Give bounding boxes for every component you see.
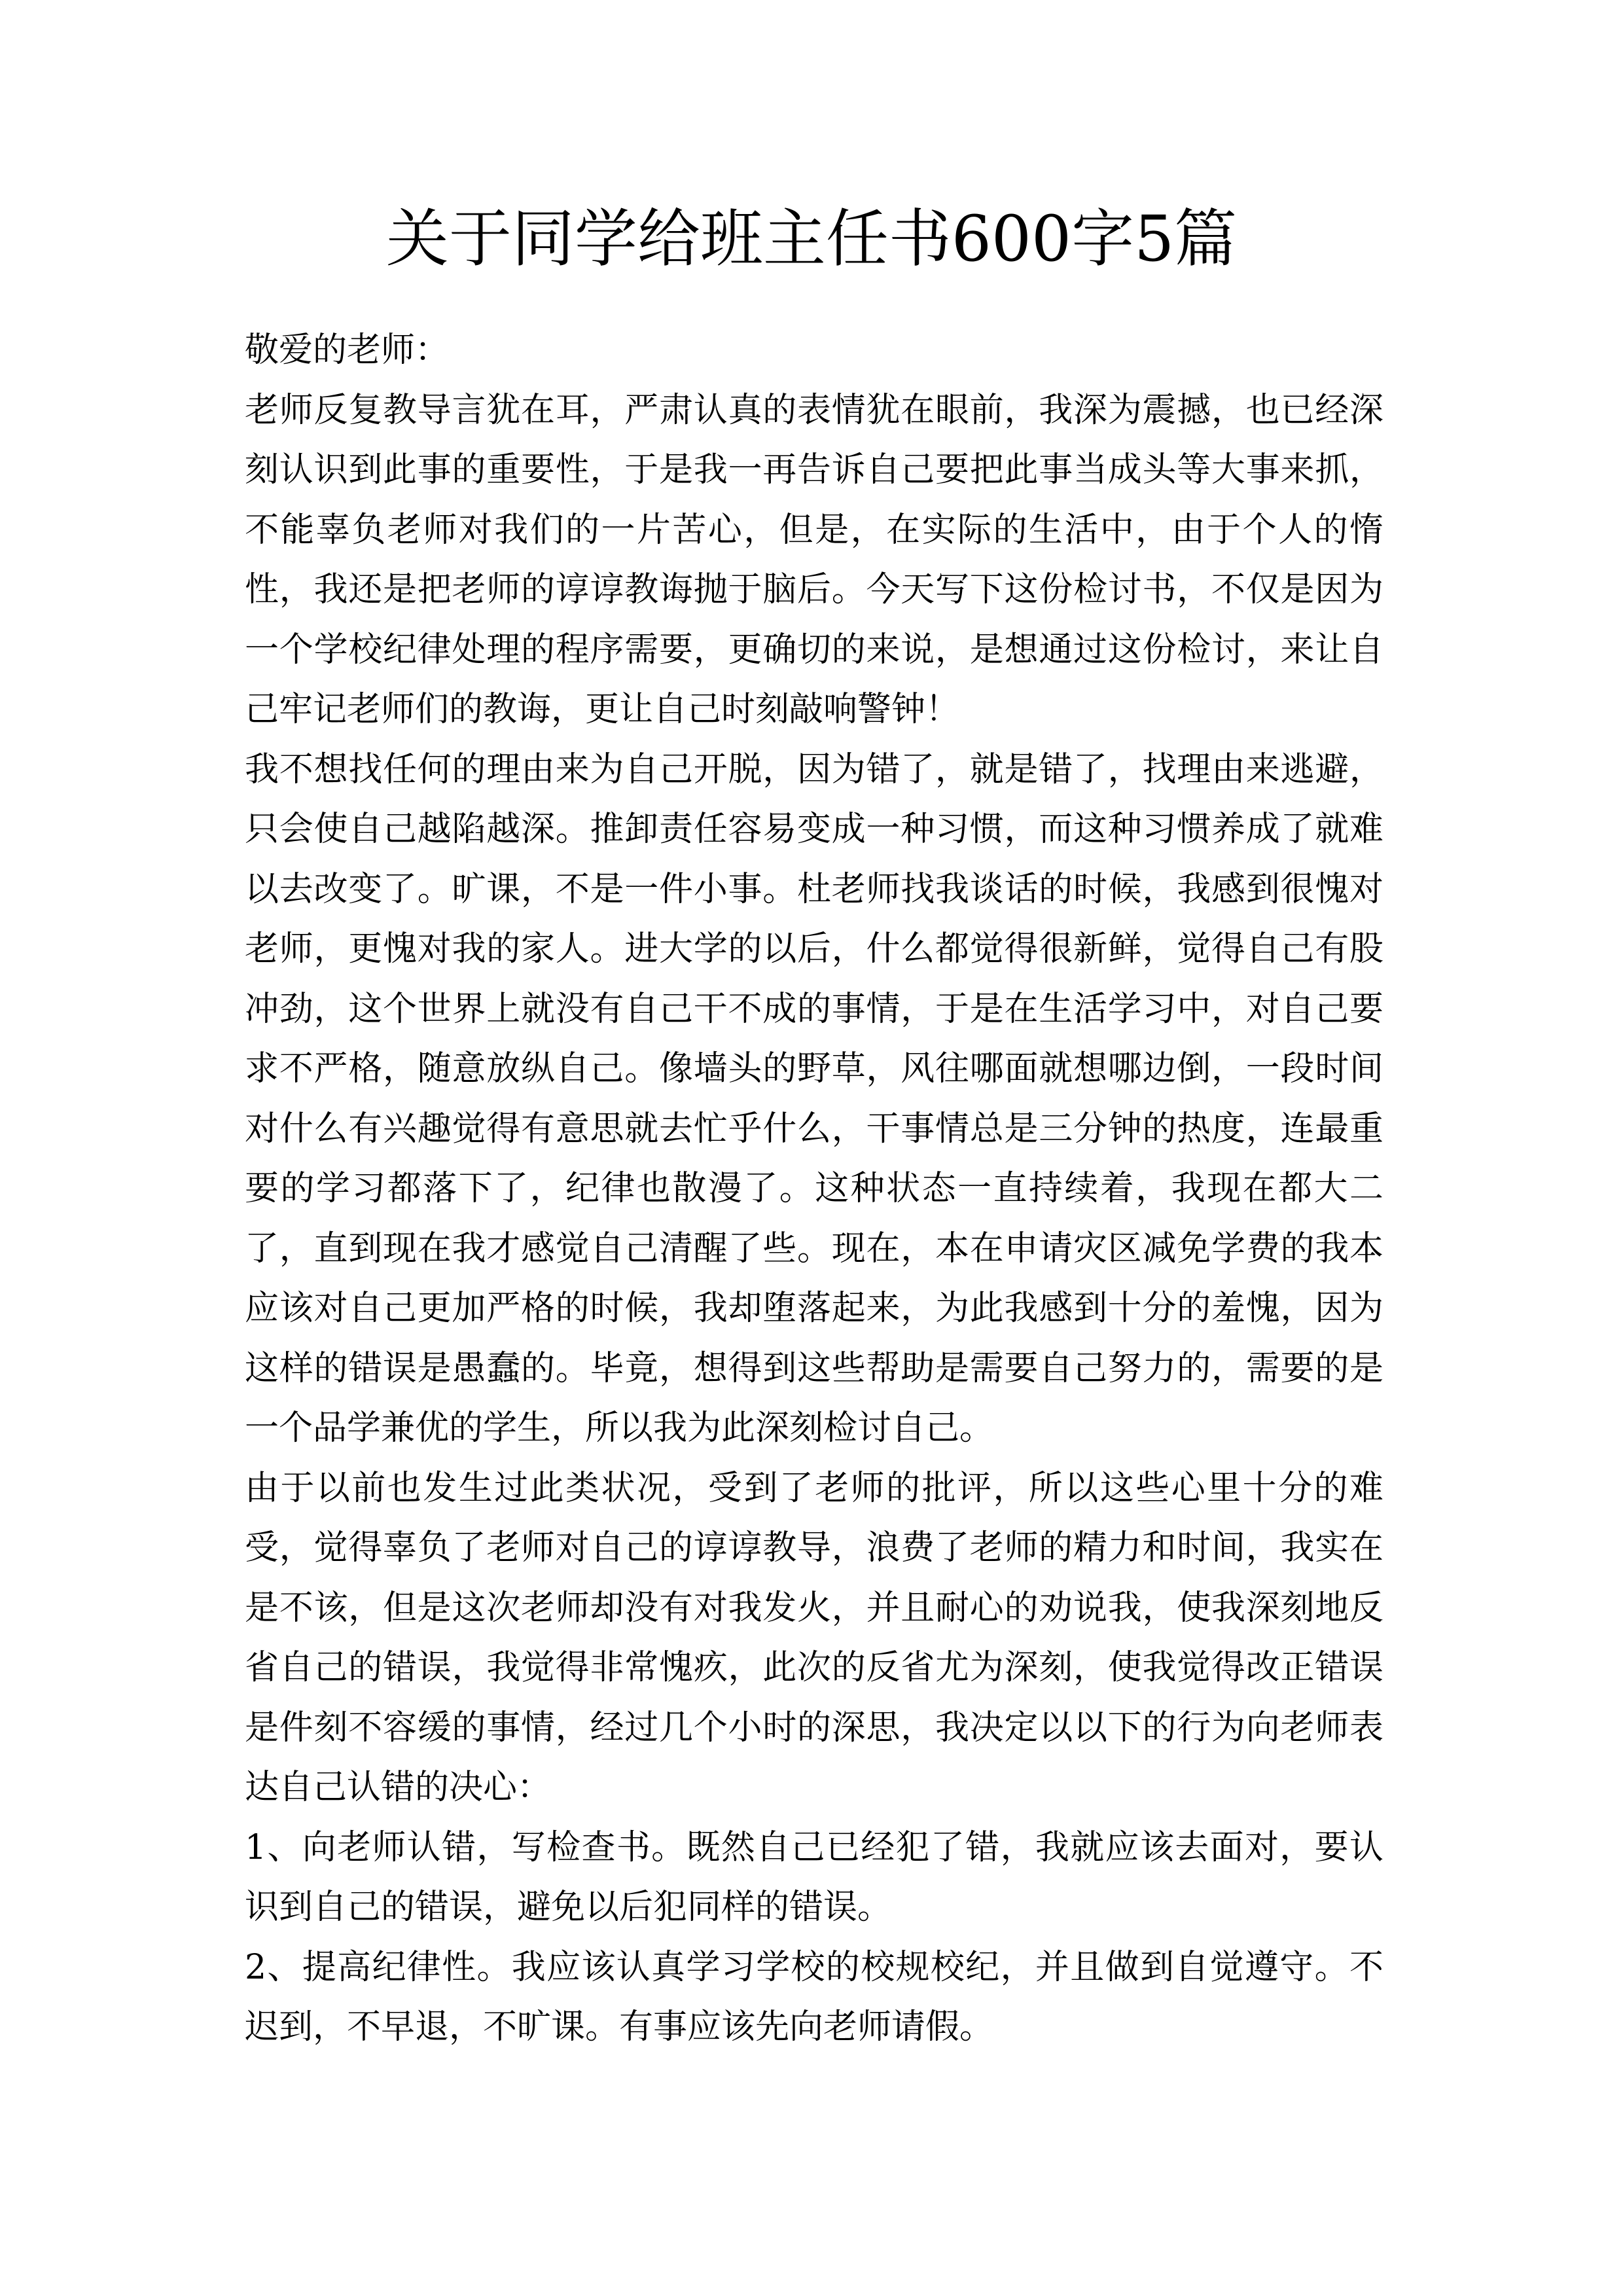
salutation: 敬爱的老师： [245, 331, 450, 370]
paragraph: 老师反复教导言犹在耳，严肃认真的表情犹在眼前，我深为震撼，也已经深刻认识到此事的重要性，于是我一再告诉自己要把此事当成头等大事来抓，不能辜负老师对我们的一片苦心，但是，在实际的生活中，由于个人的惰性，我还是把老师的谆谆教诲抛于脑后。今天写下这份检讨书，不仅是因为一个学校纪律处理的程序需要，更确切的来说，是想通过这份检讨，来让自己牢记老师们的教诲，更让自己时刻敲响警钟！ [245, 390, 1383, 729]
paragraph: 我不想找任何的理由来为自己开脱，因为错了，就是错了，找理由来逃避，只会使自己越陷越深。推卸责任容易变成一种习惯，而这种习惯养成了就难以去改变了。旷课，不是一件小事。杜老师找我谈话的时候，我感到很愧对老师，更愧对我的家人。进大学的以后，什么都觉得很新鲜，觉得自己有股冲劲，这个世界上就没有自己干不成的事情，于是在生活学习中，对自己要求不严格，随意放纵自己。像墙头的野草，风往哪面就想哪边倒，一段时间对什么有兴趣觉得有意思就去忙乎什么，干事情总是三分钟的热度，连最重要的学习都落下了，纪律也散漫了。这种状态一直持续着，我现在都大二了，直到现在我才感觉自己清醒了些。现在，本在申请灾区减免学费的我本应该对自己更加严格的时候，我却堕落起来，为此我感到十分的羞愧，因为这样的错误是愚蠢的。毕竟，想得到这些帮助是需要自己努力的，需要的是一个品学兼优的学生，所以我为此深刻检讨自己。 [245, 749, 1383, 1448]
paragraph: 由于以前也发生过此类状况，受到了老师的批评，所以这些心里十分的难受，觉得辜负了老师对自己的谆谆教导，浪费了老师的精力和时间，我实在是不该，但是这次老师却没有对我发火，并且耐心的劝说我，使我深刻地反省自己的错误，我觉得非常愧疚，此次的反省尤为深刻，使我觉得改正错误是件刻不容缓的事情，经过几个小时的深思，我决定以以下的行为向老师表达自己认错的决心： [245, 1468, 1383, 1807]
paragraph: 1、向老师认错，写检查书。既然自己已经犯了错，我就应该去面对，要认识到自己的错误，避免以后犯同样的错误。 [245, 1827, 1383, 1927]
document-body [245, 321, 1383, 2058]
paragraph: 2、提高纪律性。我应该认真学习学校的校规校纪，并且做到自觉遵守。不迟到，不早退，不旷课。有事应该先向老师请假。 [245, 1947, 1383, 2047]
page-title: 关于同学给班主任书600字5篇 [385, 202, 1238, 276]
